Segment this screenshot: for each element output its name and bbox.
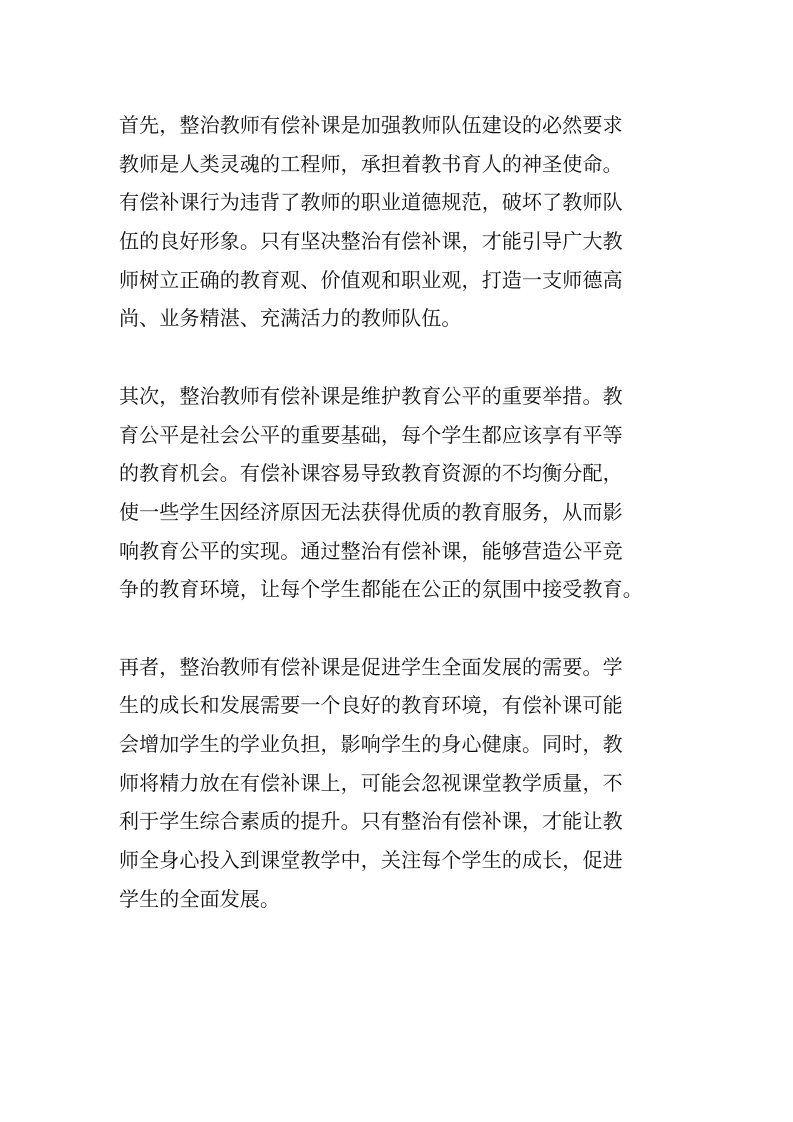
text-line: 师全身心投入到课堂教学中，关注每个学生的成长，促进 <box>119 848 623 873</box>
text-line: 响教育公平的实现。通过整治有偿补课，能够营造公平竞 <box>119 538 623 563</box>
text-line: 再者，整治教师有偿补课是促进学生全面发展的需要。学 <box>119 654 623 679</box>
paragraph-3 <box>119 648 679 919</box>
paragraph-1 <box>119 106 679 338</box>
text-line: 的教育机会。有偿补课容易导致教育资源的不均衡分配， <box>119 461 623 486</box>
text-line: 生的成长和发展需要一个良好的教育环境，有偿补课可能 <box>119 693 623 718</box>
text-line: 其次，整治教师有偿补课是维护教育公平的重要举措。教 <box>119 383 623 408</box>
document-body <box>119 106 679 918</box>
text-line: 有偿补课行为违背了教师的职业道德规范，破坏了教师队 <box>119 190 623 215</box>
text-line: 会增加学生的学业负担，影响学生的身心健康。同时，教 <box>119 732 623 756</box>
text-line: 利于学生综合素质的提升。只有整治有偿补课，才能让教 <box>119 809 623 834</box>
text-line: 争的教育环境，让每个学生都能在公正的氛围中接受教育。 <box>119 577 643 602</box>
text-line: 伍的良好形象。只有坚决整治有偿补课，才能引导广大教 <box>119 229 623 254</box>
text-line: 教师是人类灵魂的工程师，承担着教书育人的神圣使命。 <box>119 151 623 176</box>
text-line: 学生的全面发展。 <box>119 886 281 911</box>
paragraph-spacer <box>119 609 679 648</box>
paragraph-spacer <box>119 338 679 377</box>
text-line: 师树立正确的教育观、价值观和职业观，打造一支师德高 <box>119 267 623 292</box>
text-line: 尚、业务精湛、充满活力的教师队伍。 <box>119 306 462 331</box>
text-line: 师将精力放在有偿补课上，可能会忽视课堂教学质量，不 <box>119 770 623 795</box>
text-line: 使一些学生因经济原因无法获得优质的教育服务，从而影 <box>119 499 623 524</box>
paragraph-2 <box>119 377 679 609</box>
text-line: 首先，整治教师有偿补课是加强教师队伍建设的必然要求 <box>119 113 623 137</box>
text-line: 育公平是社会公平的重要基础，每个学生都应该享有平等 <box>119 422 623 447</box>
